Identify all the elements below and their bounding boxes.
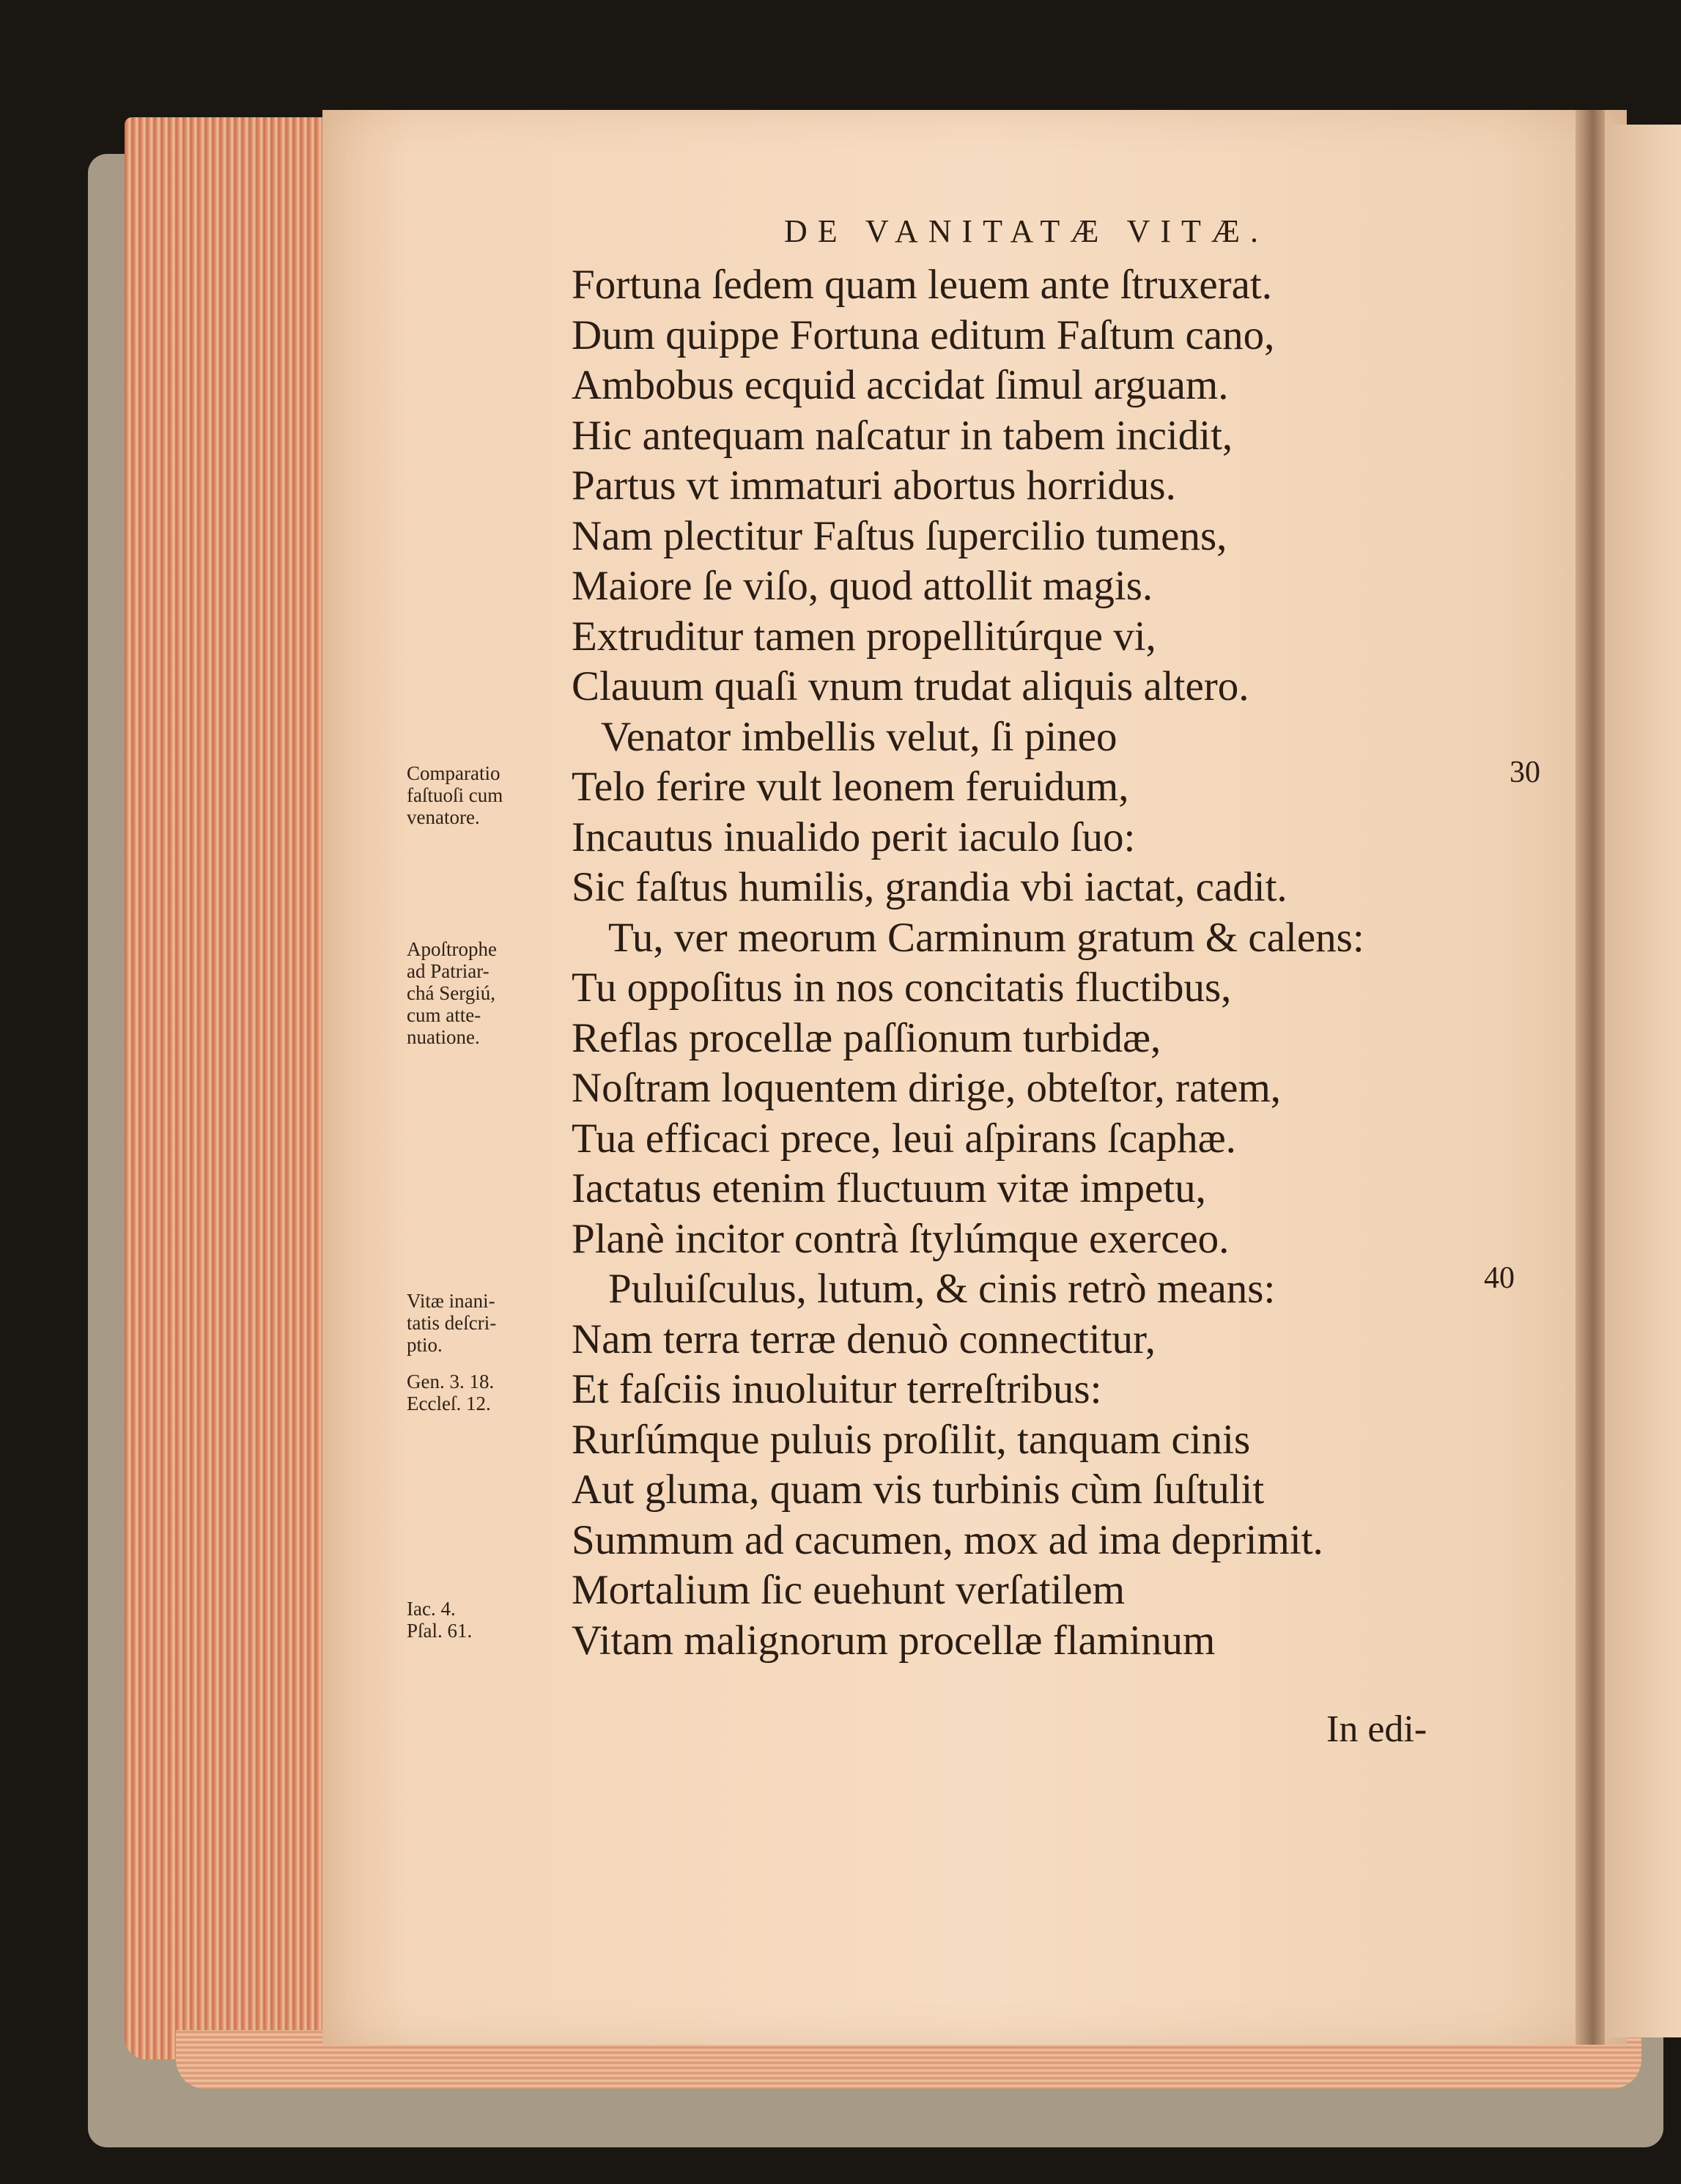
verse-line: Aut gluma, quam vis turbinis cùm ſuſtulit <box>572 1467 1265 1513</box>
verse-line: Vitam malignorum procellæ flaminum <box>572 1617 1216 1664</box>
verse-line: Extruditur tamen propellitúrque vi, <box>572 613 1156 660</box>
side-note: Apoſtrophe ad Patriar- chá Sergiú, cum atte- nuatione. <box>407 938 497 1048</box>
verse-line: Summum ad cacumen, mox ad ima deprimit. <box>572 1516 1323 1563</box>
verse-line: Ambobus ecquid accidat ſimul arguam. <box>572 362 1229 408</box>
verse-line: Planè incitor contrà ſtylúmque exerceo. <box>572 1215 1230 1262</box>
side-note: Iac. 4. Pſal. 61. <box>407 1598 473 1642</box>
verse-line: Dum quippe Fortuna editum Faſtum cano, <box>572 311 1275 358</box>
verse-line: Clauum quaſi vnum trudat aliquis altero. <box>572 663 1249 709</box>
verse-line: Tua efficaci prece, leui aſpirans ſcaphæ. <box>572 1115 1236 1162</box>
verse-line: Puluiſculus, lutum, & cinis retrò means: <box>608 1266 1276 1312</box>
right-page-edge <box>1605 125 1681 2037</box>
running-head: DE VANITATÆ VITÆ. <box>784 213 1269 249</box>
line-number: 40 <box>1484 1261 1515 1295</box>
verse-line: Telo ferire vult leonem feruidum, <box>572 764 1129 810</box>
verse-line: Noſtram loquentem dirige, obteſtor, ratem, <box>572 1065 1282 1111</box>
verse-line: Incautus inualido perit iaculo ſuo: <box>572 814 1136 860</box>
line-number: 30 <box>1510 756 1540 789</box>
verse-line: Sic faſtus humilis, grandia vbi iactat, cadit. <box>572 864 1287 910</box>
verse-line: Nam terra terræ denuò connectitur, <box>572 1316 1156 1362</box>
verse-line: Rurſúmque puluis proſilit, tanquam cinis <box>572 1416 1251 1463</box>
verse-line: Hic antequam naſcatur in tabem incidit, <box>572 412 1233 459</box>
verse-line: Tu, ver meorum Carminum gratum & calens: <box>608 914 1364 961</box>
verse-line: Maiore ſe viſo, quod attollit magis. <box>572 563 1153 609</box>
verse-line: Mortalium ſic euehunt verſatilem <box>572 1567 1126 1613</box>
side-note: Vitæ inani- tatis deſcri- ptio. <box>407 1290 497 1356</box>
page-edges <box>125 117 344 2059</box>
verse-line: Et faſciis inuoluitur terreſtribus: <box>572 1366 1102 1412</box>
catchword: In edi- <box>1326 1708 1427 1750</box>
verse-line: Tu oppoſitus in nos concitatis fluctibus, <box>572 964 1232 1011</box>
verse-line: Fortuna ſedem quam leuem ante ſtruxerat. <box>572 262 1273 308</box>
verse-line: Reflas procellæ paſſionum turbidæ, <box>572 1014 1161 1061</box>
side-note: Comparatio faſtuoſi cum venatore. <box>407 762 503 828</box>
verse-line: Partus vt immaturi abortus horridus. <box>572 462 1176 509</box>
verse-text <box>572 260 1364 1666</box>
book-gutter <box>1575 110 1605 2045</box>
side-note: Gen. 3. 18. Eccleſ. 12. <box>407 1370 495 1414</box>
verse-line: Nam plectitur Faſtus ſupercilio tumens, <box>572 512 1227 559</box>
verse-line: Venator imbellis velut, ſi pineo <box>601 713 1117 760</box>
verse-line: Iactatus etenim fluctuum vitæ impetu, <box>572 1165 1206 1211</box>
